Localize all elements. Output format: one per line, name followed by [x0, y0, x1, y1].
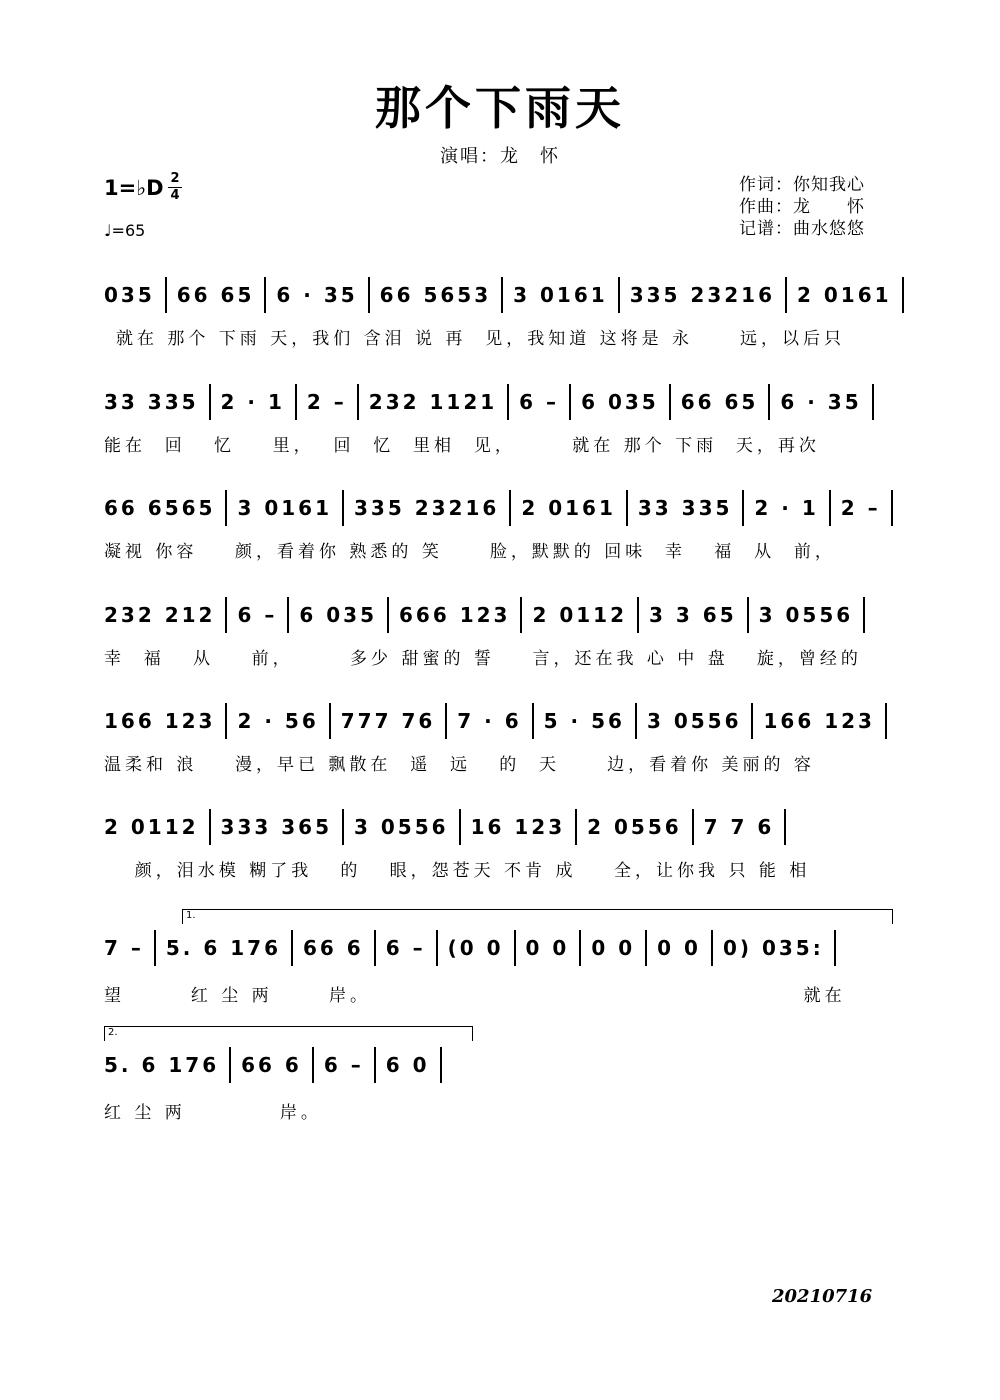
measure: 7 · 6: [457, 709, 522, 733]
barline: [834, 930, 836, 966]
measure: 335 23216: [354, 496, 500, 520]
barline: [514, 930, 516, 966]
measure: 2 –: [306, 390, 347, 414]
barline: [579, 930, 581, 966]
volta-bracket: 2.: [104, 1026, 473, 1041]
measure: 6 –: [323, 1053, 364, 1077]
measure: 33 335: [637, 496, 733, 520]
measure: 66 6: [241, 1053, 302, 1077]
measure: (0 0: [447, 936, 504, 960]
barline: [374, 1047, 376, 1083]
barline: [459, 809, 461, 845]
notation-measures: [104, 280, 914, 310]
barline: [357, 384, 359, 420]
barline: [784, 809, 786, 845]
barline: [209, 809, 211, 845]
barline: [635, 703, 637, 739]
measure: 3 0556: [758, 603, 854, 627]
barline: [209, 384, 211, 420]
measure: 66 6: [303, 936, 364, 960]
barline: [829, 490, 831, 526]
lyrics-line: 能在 回 忆 里， 回 忆 里相 见， 就在 那个 下雨 天，再次: [104, 436, 820, 456]
barline: [509, 490, 511, 526]
measure: 0 0: [525, 936, 570, 960]
barline: [295, 384, 297, 420]
measure: 6 · 35: [276, 283, 358, 307]
barline: [885, 703, 887, 739]
measure: 232 212: [104, 603, 216, 627]
measure: 16 123: [470, 815, 566, 839]
measure: 2 0556: [587, 815, 682, 839]
measure: 66 6565: [104, 496, 216, 520]
measure: 6 · 35: [780, 390, 862, 414]
measure: 6 0: [385, 1053, 430, 1077]
lyrics-line: 望 红 尘 两 岸。 就在: [104, 986, 846, 1006]
singer-line: 演唱：龙 怀: [440, 146, 560, 167]
lyrics-line: 红 尘 两 岸。: [104, 1103, 322, 1123]
measure: 333 365: [220, 815, 333, 839]
barline: [436, 930, 438, 966]
time-signature-bottom: 4: [170, 188, 180, 203]
measure: 0 0: [591, 936, 636, 960]
barline: [645, 930, 647, 966]
barline: [532, 703, 534, 739]
barline: [863, 597, 865, 633]
barline: [626, 490, 628, 526]
tempo-mark: ♩=65: [104, 221, 146, 240]
barline: [520, 597, 522, 633]
measure: 335 23216: [629, 283, 775, 307]
measure: 3 0161: [513, 283, 608, 307]
barline: [637, 597, 639, 633]
barline: [445, 703, 447, 739]
measure: 166 123: [104, 709, 216, 733]
barline: [374, 930, 376, 966]
composer: 作曲：龙 怀: [739, 197, 865, 217]
barline: [287, 597, 289, 633]
barline: [902, 277, 904, 313]
lyrics-line: 幸 福 从 前， 多少 甜蜜的 誓 言，还在我 心 中 盘 旋，曾经的: [104, 649, 862, 669]
barline: [692, 809, 694, 845]
measure: 6 –: [385, 936, 426, 960]
lyrics-line: 颜，泪水模 糊了我 的 眼，怨苍天 不肯 成 全，让你我 只 能 相: [116, 861, 811, 881]
measure: 5 · 56: [543, 709, 625, 733]
volta-bracket: 1.: [182, 909, 893, 924]
measure: 6 –: [237, 603, 278, 627]
barline: [291, 930, 293, 966]
notation-measures: [104, 706, 897, 736]
barline: [329, 703, 331, 739]
barline: [711, 930, 713, 966]
lyrics-line: 就在 那个 下雨 天，我们 含泪 说 再 见，我知道 这将是 永 远，以后只: [116, 329, 846, 349]
barline: [785, 277, 787, 313]
measure: 33 335: [104, 390, 199, 414]
measure: 3 3 65: [649, 603, 737, 627]
barline: [751, 703, 753, 739]
barline: [264, 277, 266, 313]
measure: 66 65: [680, 390, 759, 414]
key-signature: 1=♭D: [104, 176, 164, 200]
measure: 2 · 56: [237, 709, 319, 733]
notation-measures: [104, 600, 875, 630]
barline: [768, 384, 770, 420]
barline: [312, 1047, 314, 1083]
notation-measures: [104, 812, 796, 842]
barline: [747, 597, 749, 633]
time-signature: [168, 172, 182, 203]
barline: [342, 490, 344, 526]
measure: 777 76: [340, 709, 436, 733]
measure: 166 123: [763, 709, 875, 733]
time-signature-top: 2: [170, 171, 180, 186]
measure: 2 0112: [532, 603, 628, 627]
barline: [891, 490, 893, 526]
measure: 666 123: [399, 603, 511, 627]
measure: 66 5653: [379, 283, 492, 307]
notation-measures: [104, 387, 884, 417]
barline: [501, 277, 503, 313]
barline: [387, 597, 389, 633]
barline: [569, 384, 571, 420]
transcriber: 记谱：曲水悠悠: [739, 219, 865, 239]
barline: [507, 384, 509, 420]
measure: 3 0161: [237, 496, 333, 520]
measure: 0) 035:: [722, 936, 824, 960]
barline: [440, 1047, 442, 1083]
barline: [618, 277, 620, 313]
measure: 2 –: [840, 496, 881, 520]
notation-measures: [104, 1050, 452, 1080]
lyrics-line: 凝视 你容 颜，看着你 熟悉的 笑 脸，默默的 回味 幸 福 从 前，: [104, 542, 836, 562]
song-title: 那个下雨天: [375, 81, 625, 135]
barline: [368, 277, 370, 313]
barline: [225, 703, 227, 739]
measure: 232 1121: [368, 390, 498, 414]
barline: [225, 597, 227, 633]
measure: 3 0556: [646, 709, 742, 733]
barline: [229, 1047, 231, 1083]
measure: 2 · 1: [754, 496, 819, 520]
measure: 5. 6 176: [165, 936, 281, 960]
notation-measures: [104, 493, 903, 523]
barline: [575, 809, 577, 845]
barline: [872, 384, 874, 420]
credits: [739, 174, 865, 240]
measure: 2 0112: [104, 815, 199, 839]
measure: 6 035: [299, 603, 377, 627]
lyricist: 作词：你知我心: [739, 175, 865, 195]
measure: 2 · 1: [220, 390, 285, 414]
measure: 6 035: [581, 390, 659, 414]
notation-measures: [104, 933, 846, 963]
measure: 2 0161: [521, 496, 616, 520]
date-stamp: 20210716: [772, 1286, 873, 1307]
measure: 2 0161: [796, 283, 892, 307]
barline: [742, 490, 744, 526]
measure: 6 –: [519, 390, 560, 414]
measure: 5. 6 176: [104, 1053, 220, 1077]
lyrics-line: 温柔和 浪 漫，早已 飘散在 遥 远 的 天 边，看着你 美丽的 容: [104, 755, 815, 775]
barline: [165, 277, 167, 313]
barline: [342, 809, 344, 845]
measure: 7 –: [104, 936, 144, 960]
barline: [669, 384, 671, 420]
measure: 0 0: [657, 936, 701, 960]
measure: 035: [104, 283, 155, 307]
measure: 66 65: [176, 283, 255, 307]
measure: 7 7 6: [703, 815, 775, 839]
barline: [225, 490, 227, 526]
measure: 3 0556: [354, 815, 449, 839]
barline: [154, 930, 156, 966]
